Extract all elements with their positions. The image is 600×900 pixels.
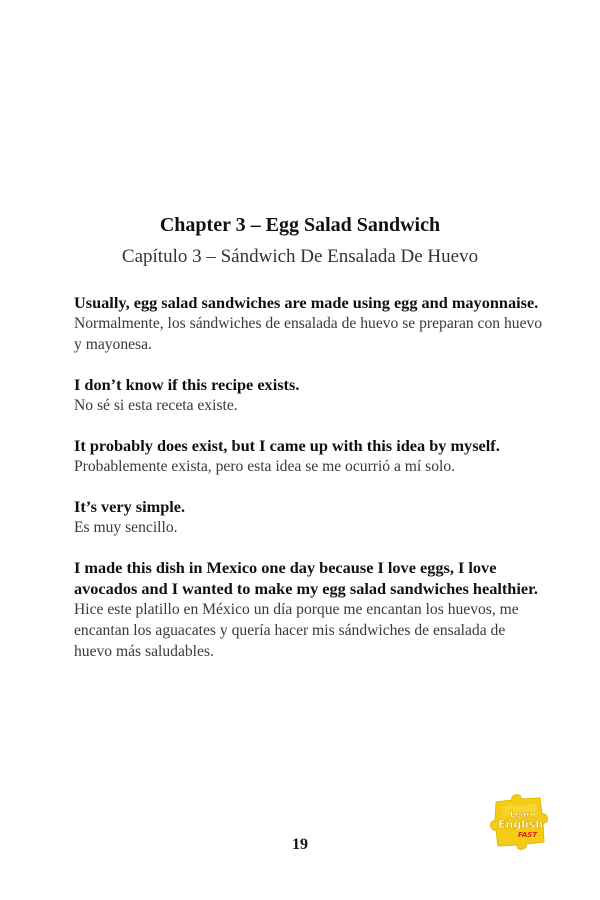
chapter-subtitle: Capítulo 3 – Sándwich De Ensalada De Huevo (121, 246, 479, 267)
paragraph-2 (74, 374, 544, 416)
learn-english-fast-logo (488, 792, 550, 852)
spanish-translation: Hice este platillo en México un día porque me encantan los huevos, me encantan los aguacates y quería hacer mis sándwiches de ensalada de huevo más saludables. (74, 601, 519, 660)
chapter-content (74, 292, 544, 681)
english-sentence: It’s very simple. (74, 497, 186, 516)
logo-english-text: English (498, 818, 544, 831)
english-sentence: It probably does exist, but I came up with this idea by myself. (74, 436, 500, 455)
spanish-translation: No sé si esta receta existe. (74, 397, 238, 414)
paragraph-5 (74, 557, 544, 662)
english-sentence: I don’t know if this recipe exists. (74, 375, 300, 394)
spanish-translation: Probablemente exista, pero esta idea se me ocurrió a mí solo. (74, 458, 456, 475)
spanish-translation: Es muy sencillo. (74, 519, 178, 536)
paragraph-1 (74, 292, 544, 355)
paragraph-4 (74, 496, 544, 538)
english-sentence: I made this dish in Mexico one day because I love eggs, I love avocados and I wanted to make my egg salad sandwiches healthier. (74, 558, 538, 598)
logo-fast-text: FAST (518, 831, 538, 839)
page-number: 19 (292, 836, 308, 853)
logo-learn-text: Learn (510, 810, 536, 819)
paragraph-3 (74, 435, 544, 477)
english-sentence: Usually, egg salad sandwiches are made using egg and mayonnaise. (74, 293, 539, 312)
spanish-translation: Normalmente, los sándwiches de ensalada de huevo se preparan con huevo y mayonesa. (74, 315, 543, 353)
chapter-title: Chapter 3 – Egg Salad Sandwich (159, 214, 441, 236)
